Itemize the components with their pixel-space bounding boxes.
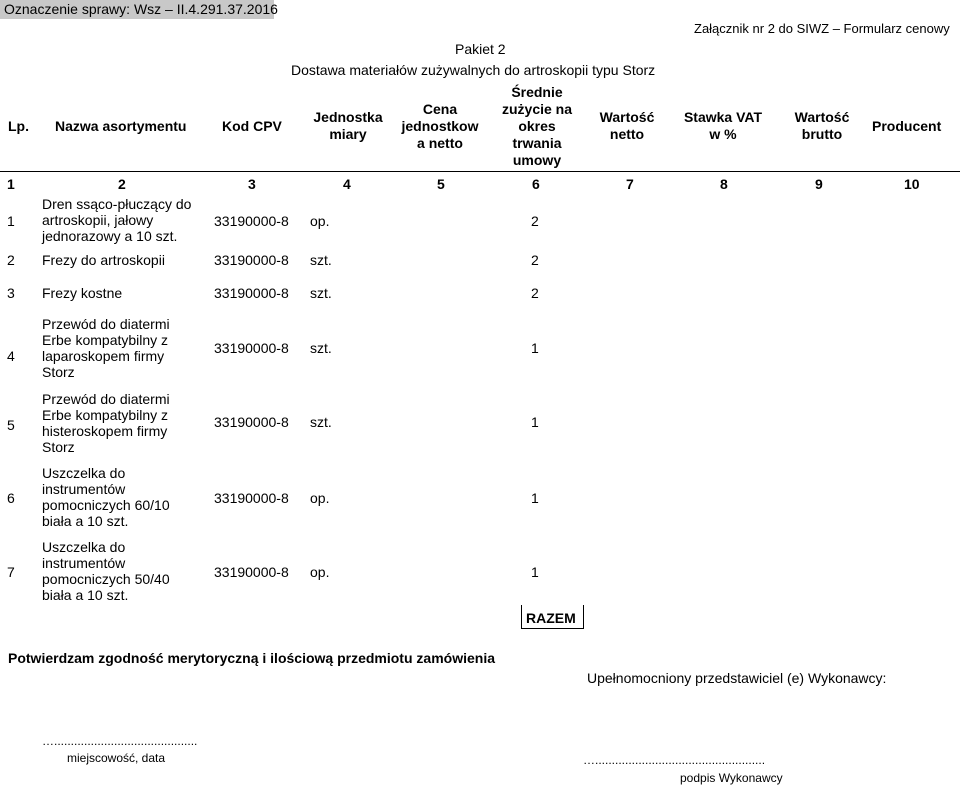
header-vat-rate: Stawka VAT w % [683,109,763,142]
col-number: 2 [118,176,126,192]
package-title: Pakiet 2 [455,41,506,57]
total-label: RAZEM [526,610,576,626]
case-reference: Oznaczenie sprawy: Wsz – II.4.291.37.2016 [4,1,278,17]
header-unit: Jednostka miary [313,109,383,142]
row-name: Dren ssąco-płuczący do artroskopii, jałowy jednorazowy a 10 szt. [42,196,192,244]
total-border-left [521,605,522,629]
row-unit: szt. [310,252,332,268]
row-lp: 7 [7,564,15,580]
header-average-usage: Średnie zużycie na okres trwania umowy [501,84,573,168]
total-border-bottom [521,628,584,629]
signature-dots: …................................................... [583,753,766,767]
row-unit: szt. [310,285,332,301]
header-net-value: Wartość netto [599,109,655,142]
row-cpv: 33190000-8 [214,564,289,580]
col-number: 6 [532,176,540,192]
row-quantity: 2 [531,252,539,268]
header-cpv: Kod CPV [222,118,282,134]
row-lp: 1 [7,213,15,229]
header-gross-value: Wartość brutto [794,109,850,142]
row-name: Uszczelka do instrumentów pomocniczych 60/10 biała a 10 szt. [42,465,170,529]
row-quantity: 1 [531,414,539,430]
row-quantity: 1 [531,490,539,506]
header-unit-price: Cena jednostkow a netto [401,101,479,151]
row-cpv: 33190000-8 [214,340,289,356]
col-number: 5 [437,176,445,192]
header-lp: Lp. [8,118,29,134]
confirmation-text: Potwierdzam zgodność merytoryczną i ilościową przedmiotu zamówienia [8,650,495,666]
row-name: Uszczelka do instrumentów pomocniczych 50/40 biała a 10 szt. [42,539,170,603]
row-cpv: 33190000-8 [214,252,289,268]
place-date-label: miejscowość, data [67,751,166,765]
authorized-representative: Upełnomocniony przedstawiciel (e) Wykonawcy: [587,670,887,686]
col-number: 7 [626,176,634,192]
row-lp: 5 [7,417,15,433]
row-quantity: 2 [531,285,539,301]
row-unit: szt. [310,414,332,430]
attachment-label: Załącznik nr 2 do SIWZ – Formularz cenowy [694,21,950,36]
total-border-right [583,605,584,629]
row-name: Przewód do diatermi Erbe kompatybilny z histeroskopem firmy Storz [42,391,170,455]
page-subtitle: Dostawa materiałów zużywalnych do artroskopii typu Storz [291,62,656,78]
row-cpv: 33190000-8 [214,213,289,229]
row-unit: szt. [310,340,332,356]
row-lp: 3 [7,285,15,301]
row-lp: 6 [7,490,15,506]
header-name: Nazwa asortymentu [55,118,187,134]
row-unit: op. [310,564,330,580]
row-quantity: 1 [531,564,539,580]
row-quantity: 2 [531,213,539,229]
row-name: Przewód do diatermi Erbe kompatybilny z laparoskopem firmy Storz [42,316,170,380]
divider-line [0,171,960,172]
col-number: 9 [815,176,823,192]
row-cpv: 33190000-8 [214,490,289,506]
header-producer: Producent [872,118,942,134]
col-number: 8 [720,176,728,192]
row-unit: op. [310,213,330,229]
signature-label: podpis Wykonawcy [680,771,783,785]
row-name: Frezy do artroskopii [42,252,165,268]
row-cpv: 33190000-8 [214,414,289,430]
col-number: 4 [343,176,351,192]
row-quantity: 1 [531,340,539,356]
col-number: 3 [248,176,256,192]
place-date-dots: …........................................... [42,734,198,748]
row-unit: op. [310,490,330,506]
row-name: Frezy kostne [42,285,123,301]
row-lp: 2 [7,252,15,268]
col-number: 1 [7,176,15,192]
row-lp: 4 [7,348,15,364]
col-number: 10 [904,176,920,192]
row-cpv: 33190000-8 [214,285,289,301]
